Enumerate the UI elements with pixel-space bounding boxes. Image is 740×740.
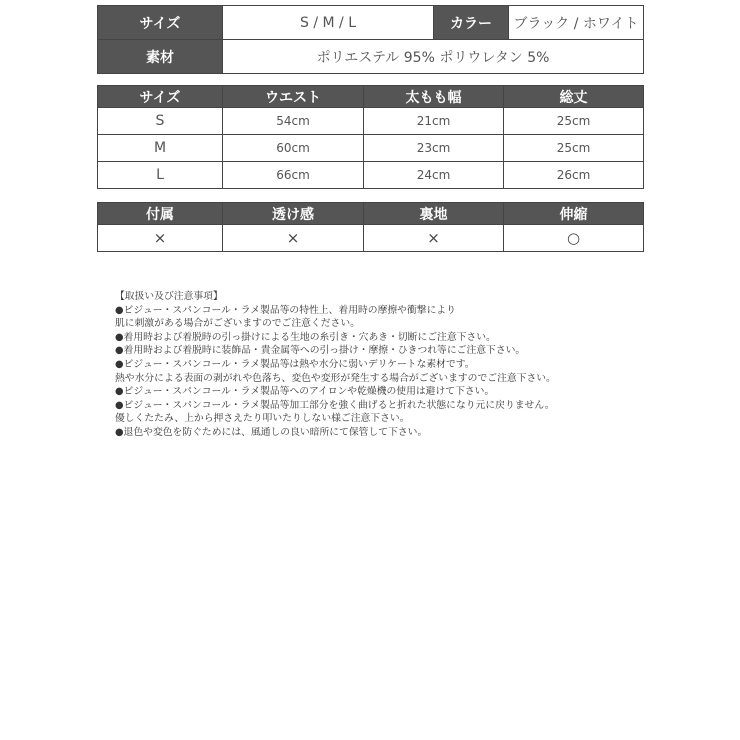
waist-cell: 54cm — [223, 108, 364, 135]
note-line: ●ビジュー・スパンコール・ラメ製品等の特性上、着用時の摩擦や衝撃により — [115, 304, 456, 316]
note-line: ●着用時および着脱時の引っ掛けによる生地の糸引き・穴あき・切断にご注意下さい。 — [115, 331, 496, 343]
table-row — [98, 162, 644, 189]
color-label: カラー — [434, 6, 509, 40]
waist-header: ウエスト — [223, 86, 364, 108]
lining-header: 裏地 — [364, 203, 504, 225]
notes-heading: 【取扱い及び注意事項】 — [115, 291, 223, 302]
product-info-table — [97, 5, 644, 74]
note-line: ●ビジュー・スパンコール・ラメ製品等へのアイロンや乾燥機の使用は避けて下さい。 — [115, 386, 495, 398]
cross-mark-icon: × — [286, 229, 300, 247]
material-value: ポリエステル 95% ポリウレタン 5% — [223, 40, 644, 74]
cross-mark-icon: × — [153, 229, 167, 247]
size-table — [97, 85, 644, 189]
thigh-header: 太もも幅 — [364, 86, 504, 108]
sheerness-header: 透け感 — [223, 203, 364, 225]
stretch-header: 伸縮 — [504, 203, 644, 225]
note-line: ●ビジュー・スパンコール・ラメ製品等加工部分を強く曲げると折れた状態になり元に戻りません。 — [115, 399, 555, 411]
note-line: 肌に刺激がある場合がございますのでご注意ください。 — [115, 318, 360, 330]
thigh-cell: 21cm — [364, 108, 504, 135]
note-line: 優しくたたみ、上から押さえたり叩いたりしない様ご注意下さい。 — [115, 413, 410, 425]
lining-value — [364, 225, 504, 252]
size-cell: M — [98, 135, 223, 162]
thigh-cell: 24cm — [364, 162, 504, 189]
care-notes — [115, 290, 635, 440]
length-cell: 25cm — [504, 135, 644, 162]
waist-cell: 60cm — [223, 135, 364, 162]
thigh-cell: 23cm — [364, 135, 504, 162]
accessory-value — [98, 225, 223, 252]
table-row — [98, 225, 644, 252]
length-header: 総丈 — [504, 86, 644, 108]
table-row — [98, 135, 644, 162]
size-cell: S — [98, 108, 223, 135]
size-cell: L — [98, 162, 223, 189]
circle-mark-icon: ○ — [566, 229, 581, 247]
accessory-header: 付属 — [98, 203, 223, 225]
size-label: サイズ — [98, 6, 223, 40]
note-line: ●ビジュー・スパンコール・ラメ製品等は熱や水分に弱いデリケートな素材です。 — [115, 358, 475, 370]
note-line: ●退色や変色を防ぐためには、風通しの良い暗所にて保管して下さい。 — [115, 426, 428, 438]
length-cell: 25cm — [504, 108, 644, 135]
material-label: 素材 — [98, 40, 223, 74]
note-line: 熱や水分による表面の剥がれや色落ち、変色や変形が発生する場合がございますのでご注意下さい。 — [115, 372, 556, 384]
stretch-value — [504, 225, 644, 252]
color-value: ブラック / ホワイト — [509, 6, 644, 40]
cross-mark-icon: × — [427, 229, 440, 247]
length-cell: 26cm — [504, 162, 644, 189]
sheerness-value — [223, 225, 364, 252]
table-row — [98, 108, 644, 135]
size-header: サイズ — [98, 86, 223, 108]
size-value: S / M / L — [223, 6, 434, 40]
note-line: ●着用時および着脱時に装飾品・貴金属等への引っ掛け・摩擦・ひきつれ等にご注意下さい。 — [115, 345, 526, 357]
waist-cell: 66cm — [223, 162, 364, 189]
feature-table — [97, 202, 644, 252]
